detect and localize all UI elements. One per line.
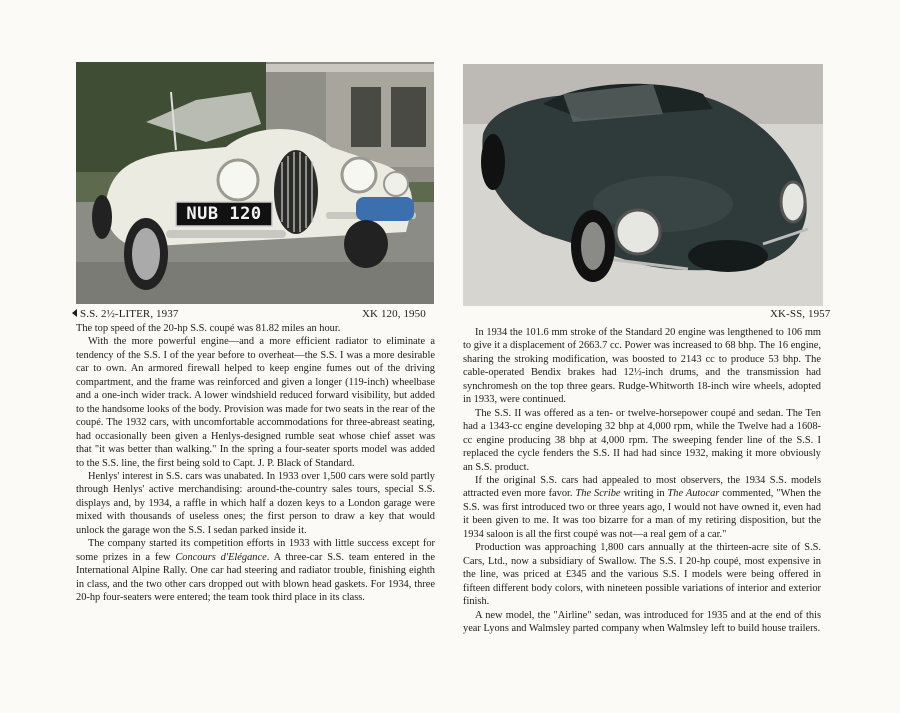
photo-xk120 xyxy=(76,62,434,304)
paragraph: A new model, the "Airline" sedan, was introduced for 1935 and at the end of this year Lyons and Walmsley parted company when Walmsley left to build house trailers. xyxy=(463,609,821,634)
arrow-left-icon xyxy=(72,309,77,317)
text-column-right xyxy=(463,326,821,635)
caption-xkss: XK-SS, 1957 xyxy=(770,308,831,320)
paragraph: In 1934 the 101.6 mm stroke of the Standard 20 engine was lengthened to 106 mm to give it a displacement of 2663.7 cc. Power was increased to 68 bhp. The 16 engine, sharing the stroking modification, was boosted to 2143 cc to produce 53 bhp. The cable-operated Bendix brakes had 12½-inch drums, and the transmission had synchromesh on the top three gears. Rudge-Whitworth 18-inch wire wheels, adopted in 1933, were continued. xyxy=(463,327,821,406)
paragraph: The S.S. II was offered as a ten- or twelve-horsepower coupé and sedan. The Ten had a 1343-cc engine developing 32 bhp at 4,000 rpm, while the Twelve had a 1608-cc engine producing 38 bhp at 4,000 rpm. The sweeping fender line of the S.S. I replaced the cycle fenders the S.S. II had had since 1932, making it more obviously an S.S. product. xyxy=(463,407,821,473)
text-column-left xyxy=(76,322,435,605)
photo-xk120-image xyxy=(76,62,434,304)
caption-ss-2-5-liter xyxy=(72,308,178,320)
paragraph: The top speed of the 20-hp S.S. coupé was 81.82 miles an hour. xyxy=(76,323,341,334)
paragraph: Henlys' interest in S.S. cars was unabated. In 1933 over 1,500 cars were sold partly through Henlys' active merchandising: around-the-country sales tours, special S.S. displays and, by 1934, a raffle in which half a dozen keys to a London garage were mixed with thousands of useless ones; the first person to draw a key that would unlock the garage won the S.S. I sedan parked inside it. xyxy=(76,470,435,536)
photo-xkss-image xyxy=(463,64,823,306)
paragraph: Production was approaching 1,800 cars annually at the thirteen-acre site of S.S. Cars, Ltd., now a subsidiary of Swallow. The S.S. I 20-hp coupé, most expensive in the line, was priced at £345 and the various S.S. I models were being offered in fifteen different body colors, with nineteen possible variations of interior and exterior finish. xyxy=(463,542,821,608)
caption-xk120: XK 120, 1950 xyxy=(362,308,426,320)
photo-xkss xyxy=(463,64,823,306)
paragraph: If the original S.S. cars had appealed to most observers, the 1934 S.S. models attracted even more favor. The Scribe writing in The Autocar commented, "When the S.S. was first introduced two or three years ago, I would not have owned it, even had it been given to me. It was too bizarre for a man of my retiring disposition, but the 1934 saloon is all the first coupé was not—a real gem of a car." xyxy=(463,474,822,540)
license-plate: NUB 120 xyxy=(186,204,262,224)
caption-ss-text: S.S. 2½-LITER, 1937 xyxy=(80,308,179,320)
paragraph: The company started its competition efforts in 1933 with little success except for some prizes in a few Concours d'Elégance. A three-car S.S. team entered in the International Alpine Rally. One car had steering and radiator trouble, finishing eighth in class, and the two other cars dropped out with blown head gaskets. For 1934, three 20-hp four-seaters were entered; the team took third place in its class. xyxy=(76,538,435,604)
paragraph: With the more powerful engine—and a more efficient radiator to eliminate a tendency of the S.S. I of the year before to overheat—the S.S. I was a more desirable car to own. An armored firewall helped to keep engine fumes out of the driving compartment, and the frame was reinforced and given a longer (119-inch) wheelbase and a one-inch wider track. A lower windshield reduced forward visibility, but added to the handsome looks of the body. Provision was made for two seats in the rear of the coupé. The 1932 cars, with uncomfortable accommodations for three-abreast seating, had occasionally been given a Henlys-designed rumble seat whose chief asset was that "it was better than walking." In the spring a four-seater sports model was added to the S.S. line, the first being sold to Capt. J. P. Black of Standard. xyxy=(76,336,435,469)
